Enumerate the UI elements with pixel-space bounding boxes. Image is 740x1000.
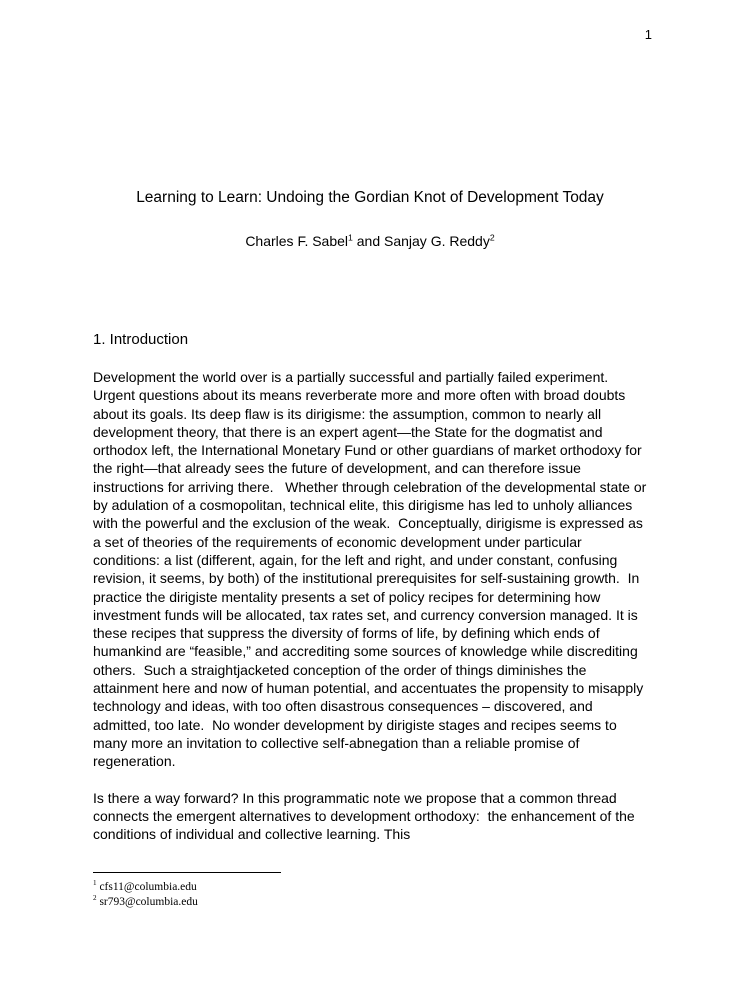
authors-connector: and [352,233,384,249]
footnote-2 [93,895,651,910]
footnote-1 [93,880,651,895]
page-number: 1 [644,27,652,42]
paragraph-2: Is there a way forward? In this programmatic note we propose that a common thread connects the emergent alternatives to development orthodoxy: the enhancement of the conditions of individual and collective learning. This [93,789,639,843]
section-heading-introduction: 1. Introduction [93,331,189,348]
author-1-name: Charles F. Sabel [245,233,349,249]
footnote-1-text: cfs11@columbia.edu [96,881,197,893]
footnote-2-marker: 2 [93,894,97,903]
footnote-2-text: sr793@columbia.edu [96,896,198,908]
paper-title: Learning to Learn: Undoing the Gordian Knot of Development Today [136,189,604,206]
footnote-1-marker: 1 [93,879,97,888]
footnote-separator-rule [93,872,281,873]
authors-line [70,232,670,250]
author-2-name: Sanjay G. Reddy [384,233,490,249]
author-1-footnote-marker: 1 [348,232,353,243]
paragraph-1: Development the world over is a partially successful and partially failed experiment. Urgent questions about its means reverberate more and more often with broad doubts about its goals. Its deep flaw is its dirigisme: the assumption, common to nearly all development theory, that there is an expert agent—the State for the dogmatist and orthodox left, the International Monetary Fund or other guardians of market orthodoxy for the right—that already sees the future of development, and can therefore issue instructions for arriving there. Whether through celebration of the developmental state or by adulation of a cosmopolitan, technical elite, this dirigisme has led to unholy alliances with the powerful and the exclusion of the weak. Conceptually, dirigisme is expressed as a set of theories of the requirements of economic development under particular conditions: a list (different, again, for the left and right, and under constant, confusing revision, it seems, by both) of the institutional prerequisites for self-sustaining growth. In practice the dirigiste mentality presents a set of policy recipes for determining how investment funds will be allocated, tax rates set, and currency conversion managed. It is these recipes that suppress the diversity of forms of life, by defining which ends of humankind are “feasible,” and accrediting some sources of knowledge while discrediting others. Such a straightjacketed conception of the order of things diminishes the attainment here and now of human potential, and accentuates the propensity to misapply technology and ideas, with too often disastrous consequences – discovered, and admitted, too late. No wonder development by dirigiste stages and recipes seems to many more an invitation to collective self-abnegation than a reliable promise of regeneration. [93,369,651,770]
body-text [93,368,651,843]
author-2-footnote-marker: 2 [489,232,495,243]
footnotes-section [93,872,651,910]
